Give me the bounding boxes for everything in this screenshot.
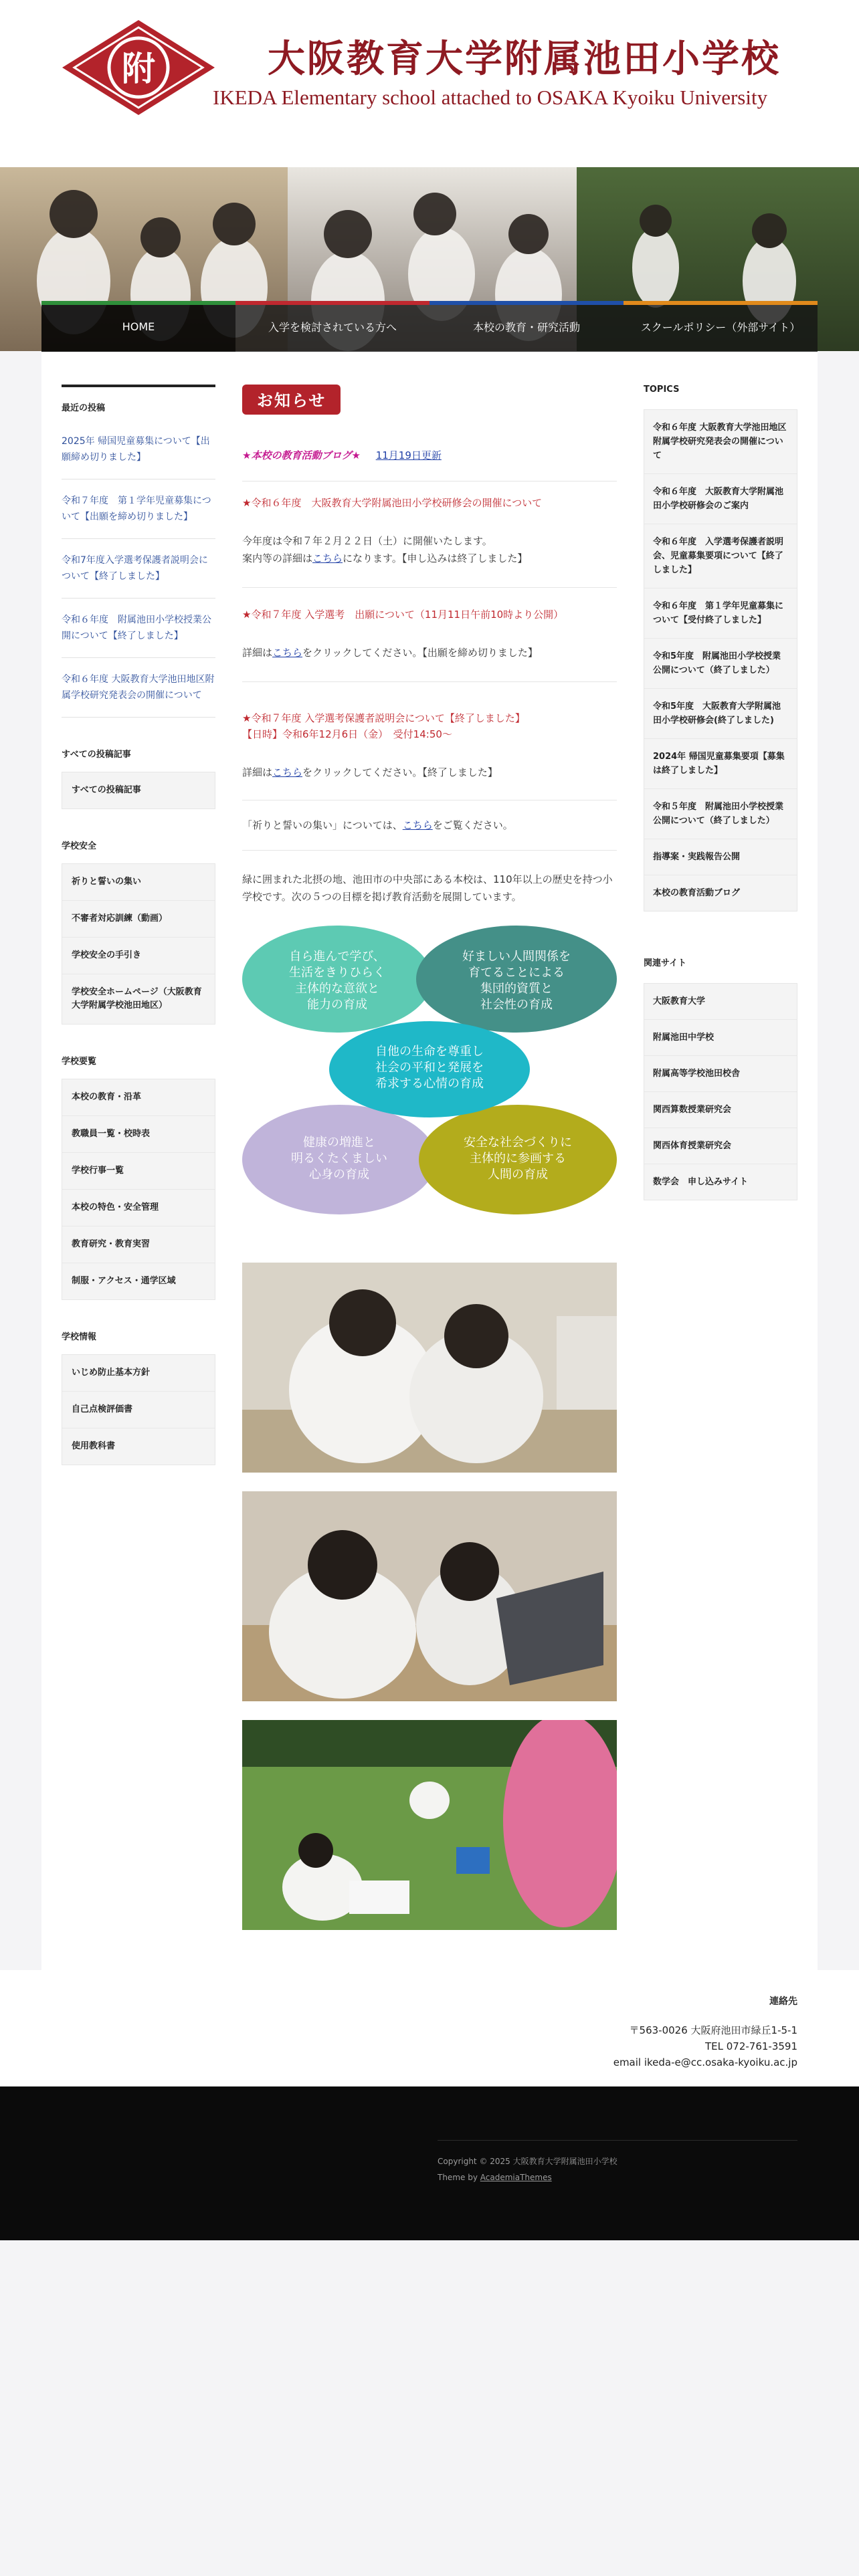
svg-text:集団的資質と: 集団的資質と	[480, 982, 553, 996]
topic-link[interactable]: 令和６年度 大阪教育大学附属池田小学校研修会のご案内	[644, 474, 797, 524]
nav-color-bar	[41, 301, 235, 305]
menu-item-all-posts[interactable]: すべての投稿記事	[72, 785, 141, 795]
news-badge: お知らせ	[242, 385, 341, 415]
topic-link[interactable]: 本校の教育活動ブログ	[653, 888, 741, 898]
blog-link[interactable]: ★本校の教育活動ブログ★	[242, 449, 361, 461]
contact-tel: TEL 072-761-3591	[704, 2040, 797, 2052]
svg-text:明るくたくましい: 明るくたくましい	[291, 1152, 387, 1166]
safety-title: 学校安全	[62, 841, 97, 851]
svg-text:生活をきりひらく: 生活をきりひらく	[289, 966, 385, 980]
nav-label: 入学を検討されている方へ	[268, 320, 397, 334]
goal-1	[242, 926, 432, 1033]
news-title: ★令和７年度 入学選考保護者説明会について【終了しました】	[242, 712, 525, 724]
theme-pre: Theme by	[438, 2173, 480, 2182]
goal-3	[329, 1021, 530, 1117]
topic-link[interactable]: 指導案・実践報告公開	[644, 839, 797, 875]
svg-text:社会の平和と発展を: 社会の平和と発展を	[375, 1061, 484, 1075]
text-pre: 詳細は	[242, 647, 273, 659]
svg-text:人間の育成: 人間の育成	[488, 1168, 548, 1182]
menu-item[interactable]: 自己点検評価書	[62, 1392, 215, 1428]
text-post: をクリックしてください。【出願を締め切りました】	[302, 647, 538, 659]
related-site-link[interactable]: 附属池田中学校	[644, 1020, 797, 1056]
text-post: をクリックしてください。【終了しました】	[302, 766, 498, 778]
site-title[interactable]: 大阪教育大学附属池田小学校	[268, 37, 781, 81]
goal-5	[419, 1105, 617, 1214]
contact-email: email ikeda-e@cc.osaka-kyoiku.ac.jp	[613, 2056, 797, 2068]
news-title: ★令和６年度 大阪教育大学附属池田小学校研修会の開催について	[242, 497, 543, 509]
menu-item[interactable]: 制服・アクセス・通学区域	[72, 1276, 176, 1286]
footer-theme-credit	[438, 2173, 552, 2182]
nav-label: 本校の教育・研究活動	[472, 320, 580, 334]
svg-text:心身の育成: 心身の育成	[309, 1168, 369, 1182]
related-site-link[interactable]: 数学会 申し込みサイト	[653, 1177, 749, 1187]
topic-link[interactable]: 2024年 帰国児童募集要項【募集は終了しました】	[644, 739, 797, 789]
svg-text:安全な社会づくりに: 安全な社会づくりに	[464, 1136, 572, 1150]
nav-color-bar	[430, 301, 624, 305]
nav-color-bar	[235, 301, 430, 305]
news-item-briefing	[242, 682, 617, 800]
topics-menu	[644, 409, 797, 911]
safety-menu	[62, 863, 215, 1025]
logo-text: 附	[122, 49, 155, 88]
info-menu	[62, 1354, 215, 1465]
svg-text:希求する心情の育成: 希求する心情の育成	[375, 1077, 484, 1091]
menu-item[interactable]: いじめ防止基本方針	[62, 1355, 215, 1392]
left-sidebar	[62, 385, 215, 1465]
footer-divider	[438, 2140, 797, 2141]
recent-post-link[interactable]: 令和６年度 大阪教育大学池田地区附属学校研究発表会の開催について	[62, 658, 215, 718]
details-link[interactable]: こちら	[272, 766, 303, 778]
text-post: をご覧ください。	[432, 819, 513, 831]
recent-post-link[interactable]: 令和７年度 第１学年児童募集について【出願を締め切りました】	[62, 479, 215, 539]
photo-students-laptop	[242, 1491, 617, 1701]
related-site-link[interactable]: 関西体育授業研究会	[644, 1128, 797, 1164]
menu-item[interactable]: 学校安全ホームページ（大阪教育大学附属学校池田地区）	[72, 987, 202, 1010]
related-site-link[interactable]: 大阪教育大学	[644, 984, 797, 1020]
svg-text:育てることによる: 育てることによる	[468, 966, 565, 980]
guide-title: 学校要覧	[62, 1057, 97, 1067]
contact-block	[613, 1994, 797, 2070]
news-subtitle: 【日時】令和6年12月6日（金） 受付14:50～	[242, 728, 452, 740]
site-header	[0, 0, 859, 167]
details-link[interactable]: こちら	[312, 552, 343, 564]
menu-item[interactable]: 教職員一覧・校時表	[62, 1116, 215, 1153]
topic-link[interactable]: 令和５年度 附属池田小学校授業公開について（終了しました）	[644, 789, 797, 839]
topic-link[interactable]: 令和5年度 附属池田小学校授業公開について（終了しました）	[644, 639, 797, 689]
footer-copyright: Copyright © 2025 大阪教育大学附属池田小学校	[438, 2157, 617, 2166]
site-subtitle: IKEDA Elementary school attached to OSAKA Kyoiku University	[213, 86, 768, 109]
recent-post-link[interactable]: 令和7年度入学選考保護者説明会について【終了しました】	[62, 539, 215, 599]
nav-school-policy[interactable]	[624, 301, 818, 352]
menu-item[interactable]: 学校安全の手引き	[62, 938, 215, 974]
text-pre: 詳細は	[242, 766, 273, 778]
related-site-link[interactable]: 関西算数授業研究会	[644, 1092, 797, 1128]
news-text-line	[242, 644, 617, 661]
news-item-application	[242, 588, 617, 682]
svg-text:自ら進んで学び、: 自ら進んで学び、	[289, 950, 385, 964]
update-date-link[interactable]: 11月19日更新	[375, 449, 442, 461]
nav-admissions[interactable]	[235, 301, 430, 352]
news-text: 今年度は令和７年２月２２日（土）に開催いたします。	[242, 535, 492, 547]
guide-menu	[62, 1079, 215, 1300]
center-content	[242, 385, 617, 1930]
recent-post-link[interactable]: 2025年 帰国児童募集について【出願締め切りました】	[62, 421, 215, 479]
details-link[interactable]: こちら	[402, 819, 433, 831]
svg-text:自他の生命を尊重し: 自他の生命を尊重し	[375, 1045, 484, 1059]
topic-link[interactable]: 令和5年度 大阪教育大学附属池田小学校研修会(終了しました)	[644, 689, 797, 739]
details-link[interactable]: こちら	[272, 647, 303, 659]
recent-posts-list	[62, 421, 215, 718]
menu-item[interactable]: 祈りと誓いの集い	[62, 864, 215, 901]
education-goals-diagram	[242, 926, 617, 1220]
related-site-link[interactable]: 附属高等学校池田校舎	[644, 1056, 797, 1092]
topic-link[interactable]: 令和６年度 大阪教育大学池田地区附属学校研究発表会の開催について	[644, 410, 797, 474]
nav-label: HOME	[122, 320, 155, 333]
menu-item[interactable]: 教育研究・教育実習	[62, 1226, 215, 1263]
recent-post-link[interactable]: 令和６年度 附属池田小学校授業公開について【終了しました】	[62, 599, 215, 658]
menu-item[interactable]: 本校の教育・沿革	[62, 1079, 215, 1116]
goal-2	[416, 926, 617, 1033]
photo-students-desk	[242, 1263, 617, 1473]
nav-home[interactable]	[41, 301, 235, 352]
text-pre: 「祈りと誓いの集い」については、	[242, 819, 403, 831]
menu-item[interactable]: 不審者対応訓練（動画）	[62, 901, 215, 938]
topic-link[interactable]: 令和６年度 第１学年児童募集について【受付終了しました】	[644, 588, 797, 639]
topic-link[interactable]: 令和６年度 入学選考保護者説明会、児童募集要項について【終了しました】	[644, 524, 797, 588]
contact-title: 連絡先	[769, 1996, 797, 2007]
svg-text:健康の増進と: 健康の増進と	[303, 1136, 375, 1150]
nav-label: スクールポリシー（外部サイト）	[640, 320, 801, 334]
school-logo[interactable]	[62, 20, 215, 115]
menu-item[interactable]: 使用教科書	[72, 1441, 116, 1451]
text-pre: 案内等の詳細は	[242, 552, 313, 564]
news-text-line	[242, 817, 617, 834]
menu-item[interactable]: 学校行事一覧	[62, 1153, 215, 1190]
news-title: ★令和７年度 入学選考 出願について（11月11日午前10時より公開）	[242, 609, 564, 621]
contact-address: 〒563-0026 大阪府池田市緑丘1-5-1	[629, 2024, 797, 2036]
info-title: 学校情報	[62, 1332, 97, 1342]
related-sites-menu	[644, 983, 797, 1200]
goal-4	[242, 1105, 436, 1214]
all-posts-menu	[62, 772, 215, 809]
right-sidebar	[644, 385, 797, 1200]
svg-text:好ましい人間関係を: 好ましい人間関係を	[462, 950, 571, 964]
nav-education-research[interactable]	[430, 301, 624, 352]
svg-text:能力の育成: 能力の育成	[307, 998, 367, 1012]
contact-section	[0, 1970, 859, 2086]
site-footer	[0, 2086, 859, 2240]
theme-link[interactable]: AcademiaThemes	[480, 2173, 552, 2182]
news-item-seminar	[242, 481, 617, 588]
svg-text:社会性の育成: 社会性の育成	[480, 998, 553, 1012]
blog-section	[242, 415, 617, 481]
school-intro: 緑に囲まれた北摂の地、池田市の中央部にある本校は、110年以上の歴史を持つ小学校です。次の５つの目標を掲げ教育活動を展開しています。	[242, 873, 613, 903]
recent-posts-title: 最近の投稿	[62, 385, 215, 413]
related-sites-title: 関連サイト	[644, 958, 687, 968]
news-text-line	[242, 550, 617, 567]
all-posts-title: すべての投稿記事	[62, 750, 131, 760]
news-text-line	[242, 764, 617, 781]
photo-students-garden	[242, 1720, 617, 1930]
text-post: になります。【申し込みは終了しました】	[343, 552, 528, 564]
menu-item[interactable]: 本校の特色・安全管理	[62, 1190, 215, 1226]
main-nav	[41, 301, 818, 352]
nav-color-bar	[624, 301, 818, 305]
topics-title: TOPICS	[644, 385, 680, 395]
svg-text:主体的に参画する: 主体的に参画する	[470, 1152, 566, 1166]
news-item-prayer	[242, 800, 617, 851]
svg-text:主体的な意欲と: 主体的な意欲と	[295, 982, 379, 996]
